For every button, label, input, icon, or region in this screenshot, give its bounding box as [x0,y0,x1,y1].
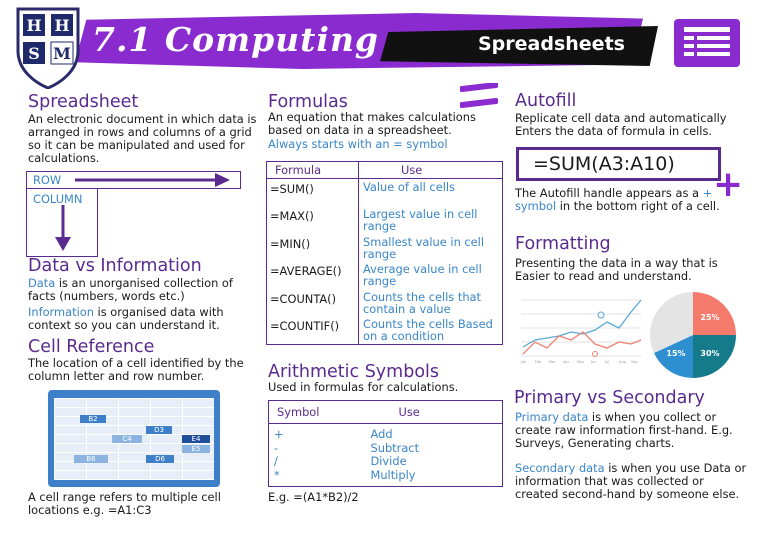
table-row: =MAX() Largest value in cell range [267,206,503,234]
pie-chart-image [648,290,738,380]
formula-column-header: Formula [267,162,359,179]
arithmetic-text: Used in formulas for calculations. [268,380,459,394]
column-label: COLUMN [33,192,83,206]
table-row: =COUNTA() Counts the cells that contain a value [267,289,503,317]
svg-text:May: May [577,360,585,364]
cell-range-text: A cell range refers to multiple cell locations e.g. =A1:C3 [28,490,221,517]
spreadsheet-text: An electronic document in which data is arranged in rows and columns of a grid so it can be manipulated and used for calculations. [28,112,257,165]
svg-text:Sep: Sep [631,360,638,364]
row-arrow-icon [75,170,235,190]
row-label: ROW [33,173,62,187]
course-title: 7.1 Computing [92,20,380,59]
arithmetic-example: E.g. =(A1*B2)/2 [268,490,359,504]
table-row: =MIN() Smallest value in cell range [267,234,503,262]
formulas-heading: Formulas [268,92,348,112]
pie-label: 25% [700,313,720,322]
topic-title: Spreadsheets [478,33,625,55]
spreadsheet-icon [674,19,740,67]
cell-e5: E5 [182,445,210,453]
table-row: =AVERAGE() Average value in cell range [267,261,503,289]
arithmetic-symbols-heading: Arithmetic Symbols [268,362,440,382]
table-row: =SUM() Value of all cells [267,179,503,207]
column-arrow-icon [53,205,73,253]
secondary-data-text: Secondary data is when you use Data or information that was collected or created second-hand by someone else. [515,461,747,501]
cell-b2: B2 [80,415,106,423]
cell-b6: B6 [74,455,108,463]
svg-text:H: H [54,16,70,35]
information-definition: Information is organised data with context so you can understand it. [28,305,224,332]
cell-reference-text: The location of a cell identified by the column letter and row number. [28,356,244,383]
cell-e4: E4 [182,435,210,443]
primary-vs-secondary-heading: Primary vs Secondary [514,388,705,408]
svg-text:H: H [26,16,42,35]
plus-icon: + [713,164,744,205]
svg-text:Jul: Jul [605,360,610,364]
formula-example: =SUM(A3:A10) [533,153,675,175]
arithmetic-table [268,400,503,487]
autofill-text: Replicate cell data and automatically Enters the data of formula in cells. [515,111,727,138]
data-vs-information-heading: Data vs Information [28,256,202,276]
svg-text:Jan: Jan [521,360,527,364]
formula-table [266,161,503,345]
svg-text:Mar: Mar [549,360,556,364]
data-definition: Data is an unorganised collection of facts (numbers, words etc.) [28,276,233,303]
formula-example-box [516,147,721,181]
svg-text:M: M [53,44,71,63]
school-crest-logo [15,5,81,89]
primary-data-text: Primary data is when you collect or create raw information first-hand. E.g. Surveys, Generating charts. [515,410,733,450]
formulas-note: Always starts with an = symbol [268,137,448,151]
table-row: + - / * Add Subtract Divide Multiply [274,427,420,482]
svg-text:Feb: Feb [535,360,542,364]
equals-symbol-icon [460,83,498,109]
pie-label: 30% [700,349,720,358]
use-column-header: Use [359,162,503,179]
cell-reference-heading: Cell Reference [28,337,155,357]
formatting-text: Presenting the data in a way that is Easier to read and understand. [515,256,718,283]
use-column-header: Use [369,401,503,424]
line-chart-image [513,292,643,364]
spreadsheet-heading: Spreadsheet [28,92,139,112]
cell-d6: D6 [146,455,174,463]
cell-d3: D3 [146,426,172,434]
formatting-heading: Formatting [515,234,611,254]
formulas-text: An equation that makes calculations based on data in a spreadsheet. [268,110,476,137]
cell-grid-image [48,390,220,487]
svg-text:S: S [28,44,40,63]
autofill-handle-text: The Autofill handle appears as a + symbol in the bottom right of a cell. [515,186,720,213]
table-row: =COUNTIF() Counts the cells Based on a condition [267,316,503,344]
svg-text:Aug: Aug [619,360,626,364]
autofill-heading: Autofill [515,91,577,111]
svg-text:Apr: Apr [563,360,570,364]
svg-text:Jun: Jun [591,360,597,364]
cell-c4: C4 [112,435,142,443]
symbol-column-header: Symbol [269,401,369,424]
pie-label: 15% [666,349,686,358]
